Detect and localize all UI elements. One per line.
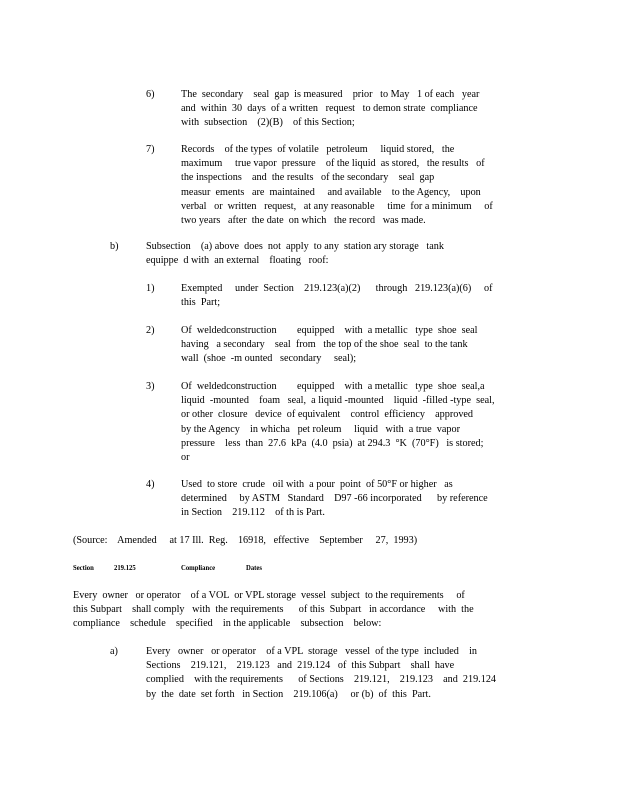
item-b3-text [181, 380, 495, 465]
text-line: compliance schedule specified in the applicable subsection below: [73, 618, 382, 630]
item-b-text [146, 240, 444, 268]
text-line: wall (shoe -m ounted secondary seal); [181, 353, 357, 365]
text-line: Every owner or operator of a VOL or VPL storage vessel subject to the requirements of [73, 590, 465, 601]
text-line: pressure less than 27.6 kPa (4.0 psia) at 294.3 °K (70°F) is stored; [181, 437, 484, 449]
section-number: 219.125 [114, 563, 136, 572]
text-line: Subsection (a) above does not apply to any station ary storage tank [146, 241, 444, 252]
item-b1-text [181, 282, 493, 310]
item-b4-number: 4) [146, 479, 155, 490]
section-title-word-2: Dates [246, 563, 262, 572]
intro-paragraph [73, 589, 474, 632]
item-b3-number: 3) [146, 381, 155, 392]
text-line: or other closure device of equivalent control efficiency approved [181, 409, 474, 421]
text-line: Of weldedconstruction equipped with a metallic type shoe seal,a [181, 381, 485, 392]
item-7-number: 7) [146, 144, 155, 155]
text-line: determined by ASTM Standard D97 -66 incorporated by reference [181, 493, 488, 505]
text-line: Sections 219.121, 219.123 and 219.124 of this Subpart shall have [146, 660, 455, 672]
text-line: The secondary seal gap is measured prior to May 1 of each year [181, 89, 480, 100]
text-line: complied with the requirements of Sections 219.121, 219.123 and 219.124 [146, 674, 497, 686]
text-line: verbal or written request, at any reasonable time for a minimum of [181, 200, 493, 212]
item-a-text [146, 645, 496, 702]
text-line: this Part; [181, 297, 221, 309]
text-line: by the date set forth in Section 219.106(a) or (b) of this Part. [146, 688, 431, 700]
text-line: measur ements are maintained and available to the Agency, upon [181, 186, 481, 198]
text-line: Used to store crude oil with a pour point of 50°F or higher as [181, 479, 453, 490]
text-line: the inspections and the results of the secondary seal gap [181, 172, 435, 184]
text-line: this Subpart shall comply with the requirements of this Subpart in accordance with the [73, 604, 474, 616]
item-6-text [181, 88, 479, 131]
text-line: Records of the types of volatile petroleum liquid stored, the [181, 144, 455, 155]
text-line: maximum true vapor pressure of the liquid as stored, the results of [181, 158, 485, 170]
section-label: Section [73, 563, 94, 572]
text-line: and within 30 days of a written request to demon strate compliance [181, 103, 478, 115]
text-line: equippe d with an external floating roof: [146, 255, 329, 267]
item-b2-number: 2) [146, 325, 155, 336]
text-line: Of weldedconstruction equipped with a metallic type shoe seal [181, 325, 478, 336]
text-line: liquid -mounted foam seal, a liquid -mounted liquid -filled -type seal, [181, 395, 495, 407]
source-note: (Source: Amended at 17 Ill. Reg. 16918, effective September 27, 1993) [73, 535, 418, 546]
text-line: having a secondary seal from the top of the shoe seal to the tank [181, 339, 468, 351]
text-line: two years after the date on which the record was made. [181, 215, 426, 227]
text-line: by the Agency in whicha pet roleum liquid with a true vapor [181, 423, 460, 435]
item-b4-text [181, 478, 488, 521]
text-line: or [181, 452, 190, 464]
item-b1-number: 1) [146, 283, 155, 294]
item-a-label: a) [110, 646, 118, 657]
item-b2-text [181, 324, 478, 367]
item-b-label: b) [110, 241, 119, 252]
item-7-text [181, 143, 493, 228]
text-line: in Section 219.112 of th is Part. [181, 507, 325, 519]
text-line: Exempted under Section 219.123(a)(2) through 219.123(a)(6) of [181, 283, 493, 294]
item-6-number: 6) [146, 89, 155, 100]
text-line: with subsection (2)(B) of this Section; [181, 117, 355, 129]
text-line: Every owner or operator of a VPL storage vessel of the type included in [146, 646, 478, 657]
section-title-word-1: Compliance [181, 563, 216, 572]
